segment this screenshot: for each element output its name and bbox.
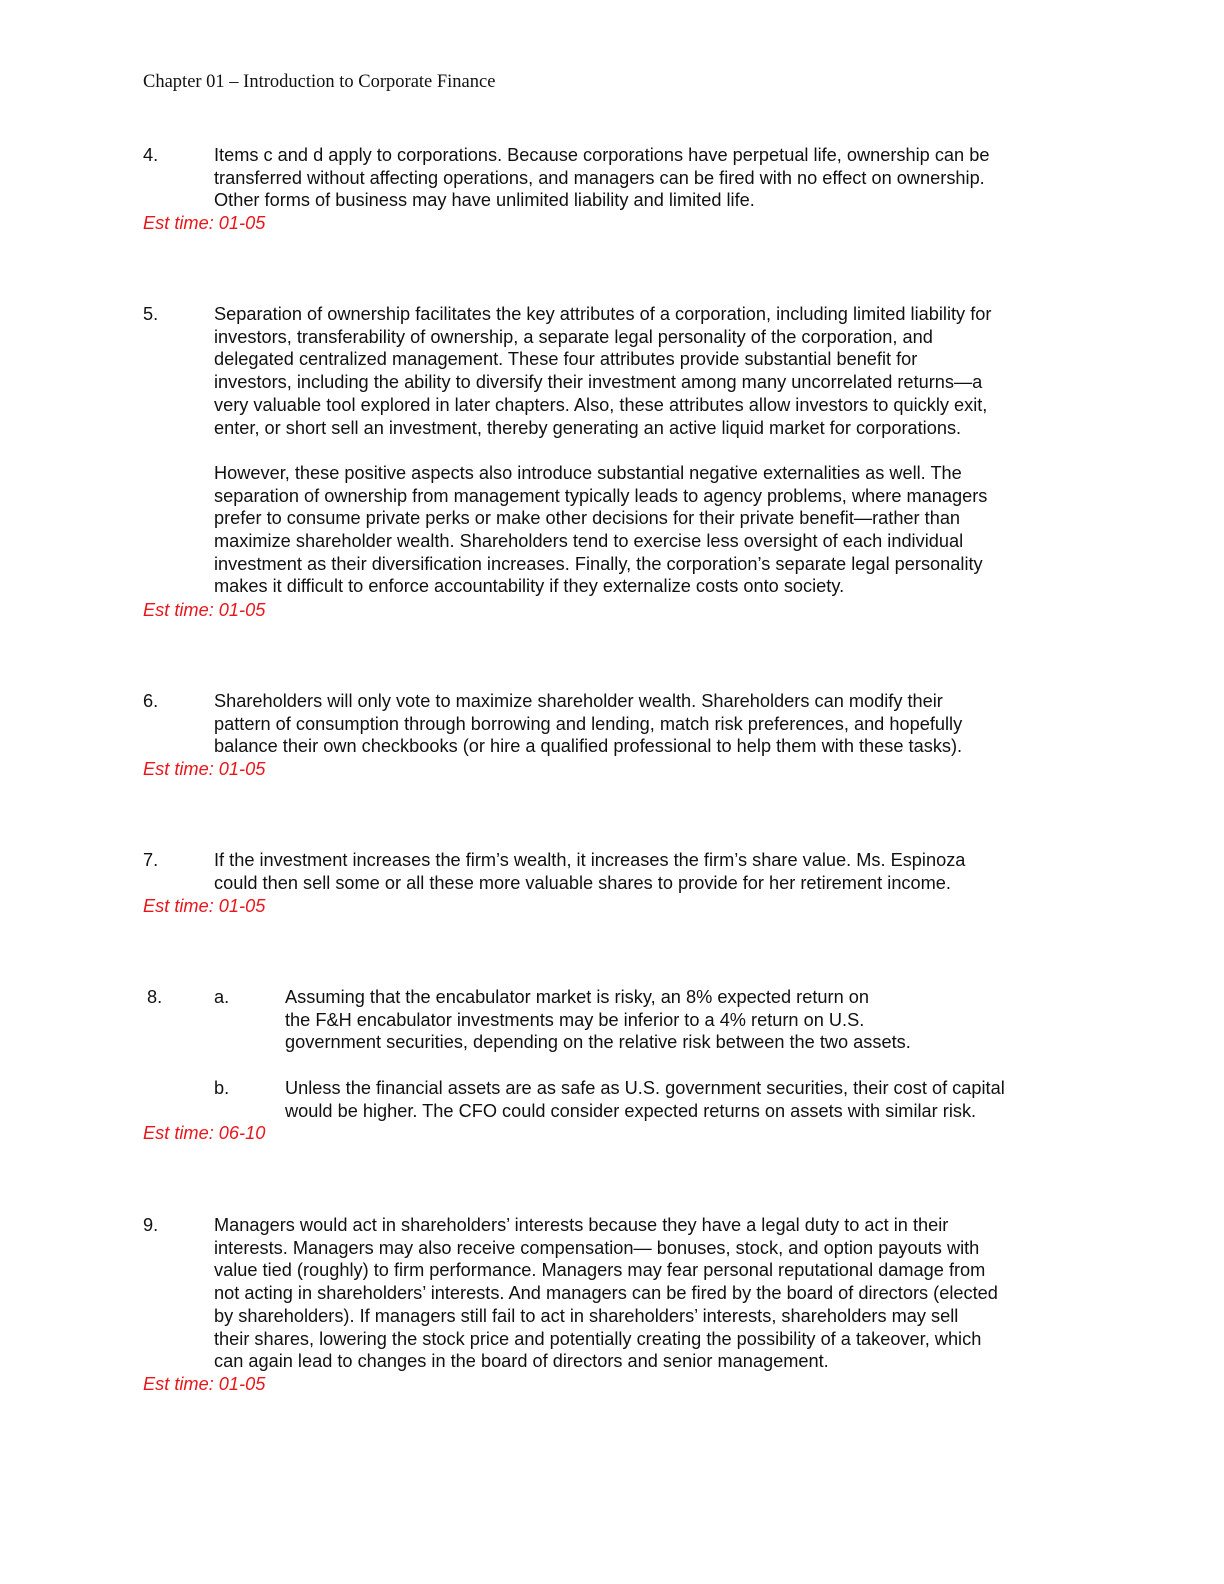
answer-line: very valuable tool explored in later chapters. Also, these attributes allow investors to quickly exit, xyxy=(214,394,988,415)
est-time-7: Est time: 01-05 xyxy=(143,896,266,916)
answer-7 xyxy=(214,849,1094,894)
answer-line: Assuming that the encabulator market is risky, an 8% expected return on xyxy=(285,987,869,1007)
est-time-4: Est time: 01-05 xyxy=(143,213,266,233)
answer-line: would be higher. The CFO could consider expected returns on assets with similar risk. xyxy=(285,1100,977,1121)
answer-line: can again lead to changes in the board of directors and senior management. xyxy=(214,1351,829,1372)
answer-line: investors, including the ability to diversify their investment among many uncorrelated returns—a xyxy=(214,372,983,393)
item-number-6: 6. xyxy=(143,691,159,711)
answer-6 xyxy=(214,690,1094,758)
answer-line: prefer to consume private perks or make other decisions for their private benefit—rather than xyxy=(214,508,961,529)
est-time-5: Est time: 01-05 xyxy=(143,600,266,620)
answer-line: not acting in shareholders’ interests. And managers can be fired by the board of directors (elected xyxy=(214,1283,998,1304)
answer-line: However, these positive aspects also introduce substantial negative externalities as well. The xyxy=(214,462,962,483)
answer-8a xyxy=(285,986,1085,1054)
answer-5-paragraph-1 xyxy=(214,303,1094,439)
answer-line: interests. Managers may also receive compensation— bonuses, stock, and option payouts with xyxy=(214,1237,980,1258)
answer-line: transferred without affecting operations, and managers can be fired with no effect on ownership. xyxy=(214,167,985,188)
est-time-6: Est time: 01-05 xyxy=(143,759,266,779)
sub-item-letter-b: b. xyxy=(214,1078,230,1098)
answer-line: maximize shareholder wealth. Shareholders tend to exercise less oversight of each individual xyxy=(214,531,964,552)
answer-5 xyxy=(214,303,1094,598)
answer-line: value tied (roughly) to firm performance. Managers may fear personal reputational damage from xyxy=(214,1260,986,1281)
answer-line: government securities, depending on the relative risk between the two assets. xyxy=(285,1032,911,1053)
answer-line: Items c and d apply to corporations. Because corporations have perpetual life, ownership can be xyxy=(214,145,990,165)
page-header: Chapter 01 – Introduction to Corporate Finance xyxy=(143,72,496,92)
answer-line: their shares, lowering the stock price and potentially creating the possibility of a takeover, which xyxy=(214,1328,982,1349)
answer-line: Other forms of business may have unlimited liability and limited life. xyxy=(214,190,755,211)
item-number-5: 5. xyxy=(143,304,159,324)
answer-line: investors, transferability of ownership, a separate legal personality of the corporation, and xyxy=(214,326,933,347)
answer-line: pattern of consumption through borrowing and lending, match risk preferences, and hopefully xyxy=(214,713,963,734)
answer-line: Unless the financial assets are as safe as U.S. government securities, their cost of capital xyxy=(285,1078,1005,1098)
answer-line: could then sell some or all these more valuable shares to provide for her retirement income. xyxy=(214,872,951,893)
answer-9 xyxy=(214,1214,1094,1373)
answer-line: Separation of ownership facilitates the key attributes of a corporation, including limited liability for xyxy=(214,304,992,324)
answer-line: makes it difficult to enforce accountability if they externalize costs onto society. xyxy=(214,576,845,597)
answer-line: by shareholders). If managers still fail to act in shareholders’ interests, shareholders may sell xyxy=(214,1305,959,1326)
answer-line: separation of ownership from management typically leads to agency problems, where managers xyxy=(214,485,988,506)
answer-line: If the investment increases the firm’s wealth, it increases the firm’s share value. Ms. Espinoza xyxy=(214,850,966,870)
item-number-7: 7. xyxy=(143,850,159,870)
answer-5-paragraph-2 xyxy=(214,462,1094,598)
est-time-8: Est time: 06-10 xyxy=(143,1123,266,1143)
answer-line: Shareholders will only vote to maximize shareholder wealth. Shareholders can modify their xyxy=(214,691,943,711)
item-number-4: 4. xyxy=(143,145,159,165)
answer-line: Managers would act in shareholders’ interests because they have a legal duty to act in their xyxy=(214,1215,949,1235)
answer-line: the F&H encabulator investments may be inferior to a 4% return on U.S. xyxy=(285,1009,865,1030)
answer-line: balance their own checkbooks (or hire a qualified professional to help them with these tasks). xyxy=(214,736,963,757)
answer-line: enter, or short sell an investment, thereby generating an active liquid market for corporations. xyxy=(214,417,962,438)
item-number-8: 8. xyxy=(147,987,163,1007)
item-number-9: 9. xyxy=(143,1215,159,1235)
sub-item-letter-a: a. xyxy=(214,987,230,1007)
answer-8b xyxy=(285,1077,1085,1122)
answer-line: delegated centralized management. These four attributes provide substantial benefit for xyxy=(214,349,918,370)
est-time-9: Est time: 01-05 xyxy=(143,1374,266,1394)
answer-line: investment as their diversification increases. Finally, the corporation’s separate legal personality xyxy=(214,553,983,574)
answer-4 xyxy=(214,144,1094,212)
